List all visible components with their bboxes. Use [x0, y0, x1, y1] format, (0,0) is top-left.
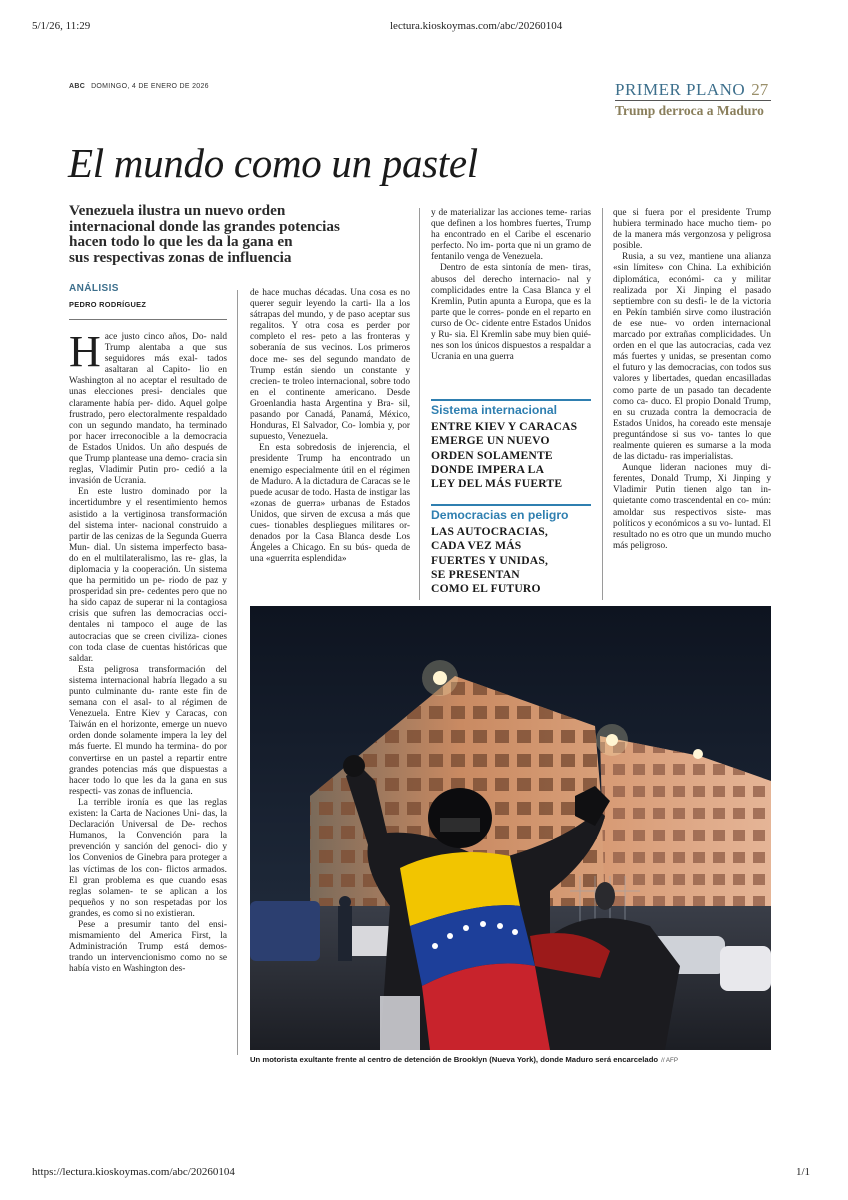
- text-line: segundo mandato, ha terminado por: [69, 420, 227, 442]
- paragraph: [250, 443, 410, 565]
- text-line: no se había visto en Washington des-: [69, 953, 227, 975]
- text-line: Dentro de esta sintonía de men-: [440, 263, 569, 274]
- text-line: resultado de unas elecciones presi-: [69, 376, 227, 398]
- text-line: Europa, que es la parte que le corres-: [431, 296, 591, 318]
- text-line: todo. Hasta de instigar las «zonas de: [250, 487, 411, 509]
- text-line: Esta peligrosa transformación: [78, 664, 206, 675]
- text-line: extrañas complicidades. Un orden: [613, 330, 771, 352]
- quote-line: FUERTES Y UNIDAS,: [431, 553, 549, 567]
- sidebar-rule: [431, 504, 591, 506]
- text-line: Groenlandia hasta Argentina y Bra-: [250, 398, 394, 409]
- text-line: vas zonas de influencia.: [103, 786, 193, 797]
- section-rule: [615, 100, 771, 101]
- text-line: das, la Declaración Universal de De-: [69, 809, 228, 831]
- text-line: alianza «sin límites» con China. La: [613, 252, 771, 274]
- dek-line: Venezuela ilustra un nuevo orden: [69, 202, 286, 219]
- text-line: cedentes pero que no ha sido capaz: [69, 587, 227, 609]
- text-line: queda de una «guerrita esplendida»: [250, 543, 411, 565]
- text-line: régimen de Maduro. A la dictadura: [250, 465, 410, 487]
- text-line: autocracias que se creen civiliza-: [69, 631, 200, 642]
- text-line: un mundo mucho más peligroso.: [613, 529, 771, 551]
- text-line: rarias que definen a los hombres: [431, 208, 591, 230]
- paragraph: [69, 798, 227, 920]
- column-rule: [602, 208, 603, 600]
- text-line: que si fuera por el presidente Trump: [613, 208, 771, 218]
- text-line: y Vladimir Putin tienen algo tan in-: [613, 474, 771, 496]
- text-line: peto a las fronteras y soberanía de: [250, 332, 410, 354]
- text-line: sus vecinos. Los primeros doce me-: [250, 343, 410, 365]
- text-line: quietante como trascendental en co-: [613, 496, 750, 507]
- paragraph: [431, 208, 591, 263]
- column-rule: [419, 208, 420, 600]
- text-line: nacional construido a partir de las: [69, 520, 227, 542]
- print-datetime: 5/1/26, 11:29: [32, 20, 91, 32]
- text-line: tados asaltaran al Capito-: [104, 354, 228, 376]
- text-line: sus seguidores más exal-: [104, 343, 228, 365]
- text-line: glas, la diplomacia y la cooperación.: [69, 553, 228, 575]
- byline-rule: [69, 319, 227, 320]
- text-line: ciones con toda clase de cuentas: [69, 631, 227, 653]
- article-column-4: [613, 208, 771, 552]
- text-line: nal y complicidades entre la Casa: [431, 274, 591, 296]
- text-line: su cruzada contra la democracia de: [626, 407, 771, 418]
- text-line: luntad. El resultado no es otro que: [613, 518, 771, 540]
- section-name: PRIMER PLANO: [615, 80, 746, 99]
- text-line: dial. Un sistema imperfecto basa-: [94, 542, 227, 553]
- text-line: Pese a presumir tanto del ensi-: [78, 919, 227, 930]
- text-line: electoralmente respaldado con un: [69, 409, 227, 431]
- text-line: más fuerte. El mundo ha termina-: [69, 742, 199, 753]
- text-line: mas políticos y económicos a su vo-: [613, 507, 771, 529]
- text-line: más fuertes y unidas, se presentan: [613, 352, 747, 363]
- text-line: po de la manera más vergonzosa y: [613, 219, 771, 241]
- paragraph: [250, 288, 410, 443]
- text-line: Kiev y Caracas, con Taiwán en el: [69, 709, 227, 731]
- text-line: cedió a la invasión de Ucrania.: [69, 465, 227, 487]
- text-line: exhibición diplomática, económi-: [613, 263, 772, 285]
- quote-line: EMERGE UN NUEVO: [431, 434, 550, 448]
- section-subtitle: Trump derroca a Maduro: [615, 103, 764, 118]
- text-line: donde solamente impera la ley del: [93, 731, 227, 742]
- text-line: to al régimen de Venezuela. Entre: [69, 698, 228, 720]
- dropcap: H: [69, 327, 101, 376]
- quote-line: CADA VEZ MÁS: [431, 539, 522, 553]
- sidebar-title-democracies: Democracias en peligro: [431, 508, 569, 522]
- text-line: dio y los Convenios de Ginebra para: [69, 842, 228, 864]
- text-line: riodo de paz y prosperidad sin pre-: [69, 576, 227, 598]
- text-line: están siendo un constante y crecien-: [250, 365, 410, 387]
- sidebar-quote-international: [431, 420, 596, 491]
- quote-line: LEY DEL MÁS FUERTE: [431, 477, 563, 491]
- text-line: Caribe el escenario perfecto. No im-: [431, 230, 591, 252]
- text-line: te troleo internacional, sobre todo: [282, 376, 410, 387]
- text-line: Rusia, a su vez, mantiene una: [622, 252, 741, 263]
- text-line: venga de Venezuela.: [466, 252, 543, 263]
- text-line: sirve como ilustración de ese nue-: [613, 307, 771, 329]
- text-line: Estados Unidos, ha coreado este: [613, 418, 738, 429]
- text-line: ras imperialistas.: [669, 452, 734, 463]
- text-line: dido. Aquel golpe frustrado, pero: [69, 398, 227, 420]
- text-line: en el que las autocracias, cada vez: [637, 341, 771, 352]
- quote-line: COMO EL FUTURO: [431, 582, 541, 596]
- text-line: tionables despliegues militares or-: [274, 520, 410, 531]
- kicker-analysis: ANÁLISIS: [69, 283, 119, 294]
- text-line: del sistema internacional habría: [69, 664, 227, 686]
- dek-line: sus respectivas zonas de influencia: [69, 248, 292, 266]
- text-line: En esta sobredosis de injerencia,: [259, 443, 397, 454]
- dek-line: internacional donde las grandes potencias: [69, 217, 340, 235]
- text-line: Blanca y el Kremlin, Putin apunta a: [431, 285, 591, 307]
- text-line: mensaje preguntándose si sus vo-: [613, 418, 771, 440]
- news-photo: [250, 606, 771, 1050]
- text-line: respaldar a Ucrania en una guerra: [431, 341, 591, 363]
- dek-line: hacen todo lo que les da la gana en: [69, 233, 293, 250]
- paragraph: [431, 263, 591, 363]
- text-line: hubiera terminado hace mucho tiem-: [613, 219, 758, 230]
- text-line: en el continente americano. Desde: [250, 387, 410, 398]
- text-line: En este lustro dominado por la: [78, 487, 227, 498]
- text-line: de hace muchas décadas. Una cosa: [250, 288, 386, 298]
- text-line: Un sistema que ha permitido un pe-: [69, 564, 227, 587]
- text-line: lombia y, por supuesto, Venezuela.: [250, 421, 410, 443]
- text-line: ponde en el reparto en curso de Oc-: [431, 307, 591, 329]
- paper-name: ABC: [69, 83, 86, 90]
- text-line: lla a los sátrapas del mundo, y de: [250, 299, 410, 321]
- text-line: dentales ni tampoco el auge de las: [69, 620, 227, 631]
- text-line: mún: amoldar sus respectivos siste-: [613, 496, 771, 518]
- text-line: quedan encasilladas como parte de: [613, 374, 771, 396]
- text-line: Aunque lideran naciones muy di-: [622, 463, 771, 474]
- text-line: llegado a su punto culminante du-: [69, 675, 227, 697]
- text-line: un pasado tan decadente como ca-: [613, 385, 771, 407]
- text-line: respetadas por los grandes, es como: [69, 897, 227, 919]
- text-line: do en el multilateralismo, las re-: [69, 553, 196, 564]
- text-line: que sufren las democracias occi-: [93, 609, 227, 620]
- text-line: cenizas de la Segunda Guerra Mun-: [69, 531, 227, 553]
- text-line: cosa es perder por completo el res-: [250, 321, 410, 343]
- text-line: incertidumbre y el resentimiento: [69, 498, 198, 509]
- text-line: fuertes, Trump ha encontrado en el: [431, 219, 591, 241]
- section-header: [615, 80, 768, 100]
- article-column-1: [69, 327, 228, 975]
- paragraph: [613, 208, 771, 252]
- text-line: cidente entre Estados Unidos y Ru-: [431, 318, 591, 341]
- text-line: que les da la gana en sus respecti-: [69, 775, 228, 797]
- text-line: si no existieran.: [135, 908, 195, 919]
- text-line: un enemigo especialmente útil en el: [250, 454, 410, 476]
- article-column-2: [250, 288, 410, 565]
- text-line: sia. El Kremlin sabe muy bien quié-: [454, 330, 591, 341]
- text-line: la prevención y sanción del genoci-: [69, 831, 227, 853]
- text-line: trando un intervencionismo como: [69, 953, 202, 964]
- paragraph: [613, 463, 771, 552]
- text-line: lio en Washington al no aceptar el: [69, 365, 227, 387]
- text-line: históricas que saldar.: [69, 642, 227, 664]
- dek: [69, 203, 409, 265]
- print-url-bottom: https://lectura.kioskoymas.com/abc/20260104: [32, 1166, 235, 1178]
- text-line: peligrosa posible.: [613, 230, 771, 252]
- text-line: de superar ni la contagiosa crisis: [69, 598, 227, 620]
- headline: El mundo como un pastel: [68, 140, 478, 186]
- text-line: es no querer seguir leyendo la carti-: [250, 288, 411, 310]
- text-line: ca y militar realizada por Xi Jinping: [613, 274, 771, 296]
- paragraph: [69, 487, 227, 665]
- sidebar-quote-democracies: [431, 525, 596, 596]
- text-line: y de materializar las acciones teme-: [431, 208, 568, 218]
- text-line: tantes lo que realmente quieren es: [613, 429, 771, 451]
- article-column-3: [431, 208, 591, 363]
- text-line: Administración Trump está demos-: [69, 942, 227, 953]
- text-line: do por convertirse en un pastel a: [69, 742, 227, 764]
- text-line: ses del segundo mandato de Trump: [250, 354, 410, 376]
- quote-line: ENTRE KIEV Y CARACAS: [431, 420, 578, 433]
- text-line: sumarse a la moda de las dictadu-: [613, 440, 771, 463]
- text-line: nes son los únicos dispuestos a: [431, 341, 548, 352]
- text-line: nald Trump alentaba a que: [104, 332, 228, 354]
- byline: PEDRO RODRÍGUEZ: [69, 300, 147, 309]
- text-line: más que dispuestas a hacer todo lo: [69, 764, 227, 786]
- text-line: transformación del sistema inter-: [69, 509, 227, 531]
- text-line: ace justo cinco años, Do-: [104, 332, 207, 342]
- text-line: el pasado septiembre con su desfi-: [613, 285, 771, 307]
- text-line: rechos Humanos, la Convención para: [69, 820, 227, 842]
- text-line: le de la victoria en Pekín también: [613, 296, 771, 318]
- text-line: con todos sus valores y libertades,: [613, 363, 771, 385]
- sidebar-rule: [431, 399, 591, 401]
- text-line: guerra» urbanas de Estados Unidos,: [250, 498, 410, 520]
- text-line: sil, pasando por Canadá, Panamá,: [250, 398, 410, 421]
- paragraph: [69, 920, 227, 975]
- paper-date: DOMINGO, 4 DE ENERO DE 2026: [91, 83, 209, 90]
- text-line: como el futuro y las democracias,: [613, 352, 772, 374]
- paragraph: [613, 252, 771, 463]
- text-line: flictos armados. El gran problema: [69, 864, 227, 886]
- paper-dateline: [69, 83, 209, 90]
- sidebar-title-international: Sistema internacional: [431, 403, 557, 417]
- text-line: es que cuando esas reglas solamen-: [69, 875, 227, 897]
- caption-text: Un motorista exultante frente al centro de detención de Brooklyn (Nueva York), donde Maduro será encarcelado: [250, 1055, 659, 1064]
- text-line: horizonte, emerge un nuevo orden: [69, 720, 227, 742]
- text-line: que sirven de excusa a más que cues-: [250, 509, 410, 531]
- text-line: vo orden internacional marcado por: [613, 318, 771, 341]
- text-line: duco. El propio Donald Trump, en: [613, 396, 771, 418]
- text-line: repartir entre grandes potencias: [69, 753, 227, 775]
- quote-line: ORDEN SOLAMENTE: [431, 448, 553, 462]
- text-line: de que Trump plantease una demo-: [69, 442, 227, 465]
- text-line: La terrible ironía es que las reglas: [78, 797, 227, 808]
- text-line: te se aplican a los pequeños y no son: [69, 886, 227, 908]
- paragraph: [69, 665, 227, 798]
- text-line: proteger a las víctimas de los con-: [69, 853, 227, 875]
- text-line: existen: la Carta de Naciones Uni-: [69, 809, 200, 820]
- print-url-top: lectura.kioskoymas.com/abc/20260104: [390, 20, 563, 32]
- print-page-count: 1/1: [796, 1166, 811, 1178]
- photo-caption: [250, 1055, 678, 1064]
- text-line: paso aceptar sus regalitos. Y otra: [250, 310, 410, 332]
- text-line: porta que ni un gramo de fentanilo: [431, 241, 591, 263]
- column-rule: [237, 290, 238, 1055]
- quote-line: SE PRESENTAN: [431, 567, 520, 581]
- text-line: hemos asistido a la vertiginosa: [69, 498, 227, 520]
- text-line: ferentes, Donald Trump, Xi Jinping: [613, 474, 761, 485]
- text-line: de Caracas se le puede acusar de: [250, 476, 410, 498]
- text-line: Los Ángeles a Chicago. En su bús-: [250, 532, 410, 554]
- text-line: denados por la Casa Blanca desde: [250, 532, 391, 543]
- text-line: mismamiento del America First, la: [69, 931, 227, 942]
- text-line: de Estados Unidos. Un año después: [69, 442, 214, 453]
- photo-credit: // AFP: [661, 1057, 678, 1064]
- text-line: rante este fin de semana con el asal-: [69, 687, 227, 709]
- quote-line: LAS AUTOCRACIAS,: [431, 525, 549, 538]
- quote-line: DONDE IMPERA LA: [431, 462, 545, 476]
- text-line: hacer irreconocible a la democracia: [85, 431, 227, 442]
- text-line: México, Honduras, El Salvador, Co-: [250, 410, 410, 432]
- text-line: cracia sin reglas, Vladimir Putin pro-: [69, 454, 227, 476]
- text-line: denciales que claramente había per-: [69, 387, 227, 409]
- text-line: el presidente Trump ha encontrado: [250, 443, 410, 465]
- text-line: tiras, abusos del derecho internacio-: [431, 263, 591, 285]
- page-number: 27: [751, 80, 769, 99]
